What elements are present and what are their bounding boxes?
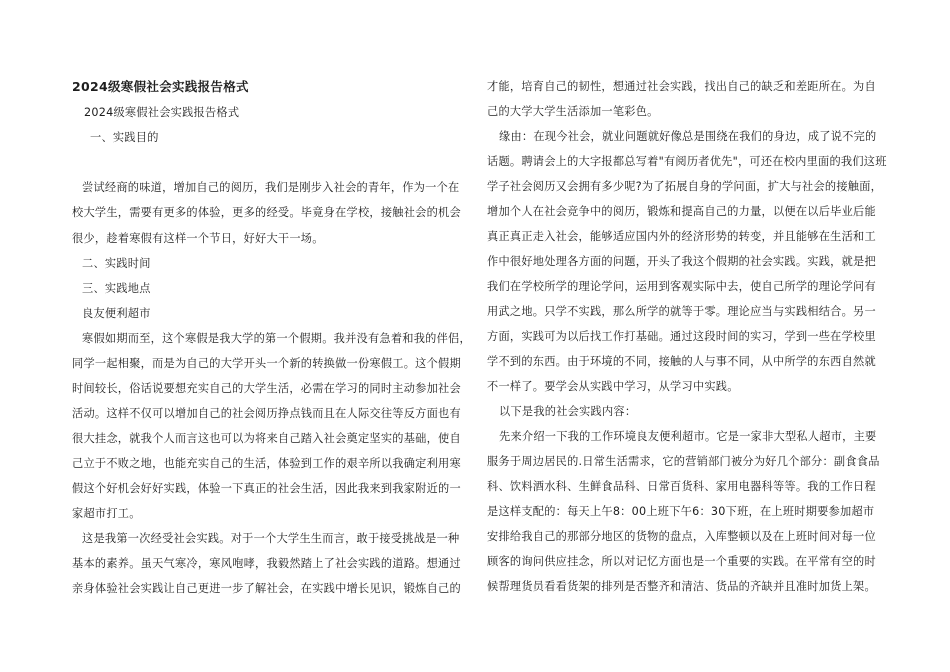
paragraph-line: 学子社会阅历又会拥有多少呢?为了拓展自身的学问面，扩大与社会的接触面， bbox=[487, 180, 883, 193]
paragraph-line: 用武之地。只学不实践，那么所学的就等于零。理论应当与实践相结合。另一 bbox=[487, 305, 876, 318]
paragraph-line: 以下是我的社会实践内容： bbox=[499, 405, 637, 418]
paragraph-line: 增加个人在社会竞争中的阅历，锻炼和提高自己的力量，以便在以后毕业后能 bbox=[487, 205, 876, 218]
paragraph-line: 不一样了。要学会从实践中学习，从学习中实践。 bbox=[487, 380, 739, 393]
paragraph-line: 很少，趁着寒假有这样一个节日，好好大干一场。 bbox=[72, 232, 324, 245]
paragraph-line: 缘由：在现今社会，就业问题就好像总是围绕在我们的身边，成了说不完的 bbox=[499, 130, 877, 143]
paragraph-line: 我们在学校所学的理论学问，运用到客观实际中去，使自己所学的理论学问有 bbox=[487, 280, 876, 293]
paragraph-line: 校大学生，需要有更多的体验，更多的经受。毕竟身在学校，接触社会的机会 bbox=[72, 206, 461, 219]
paragraph-line: 时间较长，俗话说要想充实自己的大学生活，必需在学习的同时主动参加社会 bbox=[72, 382, 461, 395]
paragraph-line: 顾客的询问供应挂念，所以对记忆方面也是一个重要的实践。在平常有空的时 bbox=[487, 555, 876, 568]
location-name: 良友便利超市 bbox=[82, 307, 151, 320]
paragraph-line: 己立于不败之地，也能充实自己的生活，体验到工作的艰辛所以我确定利用寒 bbox=[72, 457, 461, 470]
paragraph-line: 基本的素养。虽天气寒冷，寒风咆哮，我毅然踏上了社会实践的道路。想通过 bbox=[72, 557, 461, 570]
paragraph-line: 己的大学大学生活添加一笔彩色。 bbox=[487, 105, 659, 118]
section-heading-time: 二、实践时间 bbox=[82, 257, 151, 270]
paragraph-line: 安排给我自己的那部分地区的货物的盘点，入库整顿以及在上班时间对每一位 bbox=[487, 530, 876, 543]
section-heading-purpose: 一、实践目的 bbox=[90, 131, 159, 144]
paragraph-line: 服务于周边居民的.日常生活需求，它的营销部门被分为好几个部分：副食食品 bbox=[487, 455, 880, 468]
paragraph-line: 家超市打工。 bbox=[72, 507, 141, 520]
document-title: 2024级寒假社会实践报告格式 bbox=[72, 79, 249, 94]
paragraph-line: 才能，培育自己的韧性，想通过社会实践，找出自己的缺乏和差距所在。为自 bbox=[487, 80, 876, 93]
paragraph-line: 科、饮料酒水科、生鲜食品科、日常百货科、家用电器科等等。我的工作日程 bbox=[487, 480, 876, 493]
paragraph-line: 活动。这样不仅可以增加自己的社会阅历挣点钱而且在人际交往等反方面也有 bbox=[72, 407, 461, 420]
subtitle-line: 2024级寒假社会实践报告格式 bbox=[84, 106, 240, 119]
paragraph-line: 作中很好地处理各方面的问题，开头了我这个假期的社会实践。实践，就是把 bbox=[487, 255, 876, 268]
paragraph-line: 很大挂念，就我个人而言这也可以为将来自己踏入社会奠定坚实的基础，使自 bbox=[72, 432, 461, 445]
paragraph-line: 亲身体验社会实践让自己更进一步了解社会，在实践中增长见识，锻炼自己的 bbox=[72, 582, 461, 595]
paragraph-line: 话题。聘请会上的大字报都总写着"有阅历者优先"，可还在校内里面的我们这班 bbox=[487, 155, 887, 168]
paragraph-line: 先来介绍一下我的工作环境良友便利超市。它是一家非大型私人超市，主要 bbox=[499, 430, 877, 443]
paragraph-line: 假这个好机会好好实践，体验一下真正的社会生活，因此我来到我家附近的一 bbox=[72, 482, 461, 495]
paragraph-line: 是这样支配的：每天上午8：00上班下午6：30下班，在上班时期要参加超市 bbox=[487, 505, 875, 518]
paragraph-line: 寒假如期而至，这个寒假是我大学的第一个假期。我并没有急着和我的伴侣， bbox=[82, 332, 471, 345]
paragraph-line: 尝试经商的味道，增加自己的阅历，我们是刚步入社会的青年，作为一个在 bbox=[82, 181, 460, 194]
paragraph-line: 同学一起相聚，而是为自己的大学开头一个新的转换做一份寒假工。这个假期 bbox=[72, 357, 461, 370]
paragraph-line: 学不到的东西。由于环境的不同，接触的人与事不同，从中所学的东西自然就 bbox=[487, 355, 876, 368]
paragraph-line: 方面，实践可为以后找工作打基础。通过这段时间的实习，学到一些在学校里 bbox=[487, 330, 876, 343]
paragraph-line: 候帮理货员看看货架的排列是否整齐和清洁、货品的齐缺并且准时加货上架。 bbox=[487, 580, 876, 593]
paragraph-line: 真正真正走入社会，能够适应国内外的经济形势的转变，并且能够在生活和工 bbox=[487, 230, 876, 243]
section-heading-location: 三、实践地点 bbox=[82, 282, 151, 295]
paragraph-line: 这是我第一次经受社会实践。对于一个大学生生而言，敢于接受挑战是一种 bbox=[82, 532, 460, 545]
